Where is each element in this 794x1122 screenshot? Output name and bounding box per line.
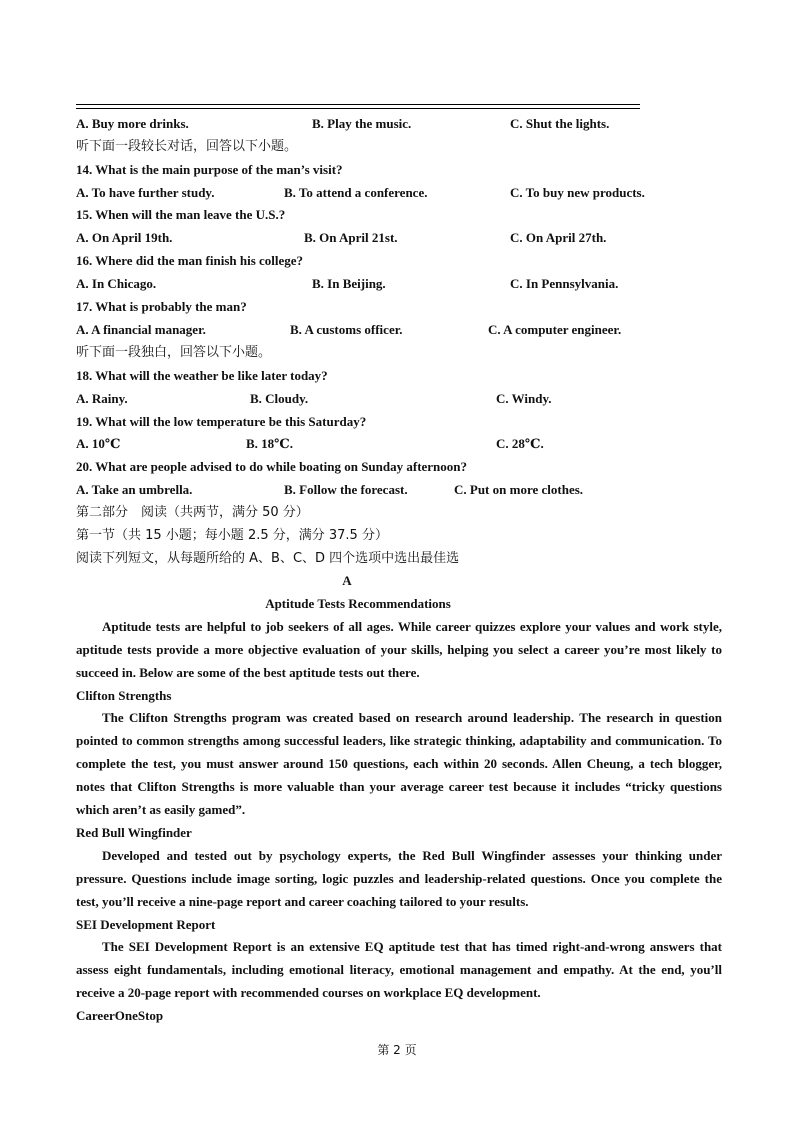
q19-option-b: B. 18℃. [246, 436, 293, 451]
q18-question: 18. What will the weather be like later today? [76, 368, 328, 383]
q15-option-c: C. On April 27th. [510, 230, 607, 245]
section-heading-sei: SEI Development Report [76, 917, 216, 932]
q19-option-c: C. 28℃. [496, 436, 544, 451]
q20-question: 20. What are people advised to do while boating on Sunday afternoon? [76, 459, 468, 474]
q17-question: 17. What is probably the man? [76, 299, 247, 314]
page-number: 第 2 页 [377, 1043, 417, 1057]
clifton-paragraph: The Clifton Strengths program was created based on research around leadership. The research in question pointed to common strengths among successful leaders, like strategic thinking, adaptability and communication. To complete the test, you must answer around 150 questions, each within 20 seconds. Allen Cheung, a tech blogger, notes that Clifton Strengths is more valuable than your average career test because it includes “tricky questions which aren’t as easily gamed”. [76, 710, 722, 817]
q20-option-b: B. Follow the forecast. [284, 482, 408, 497]
part2-title: 第二部分 阅读（共两节，满分 50 分） [76, 505, 309, 520]
q15-option-a: A. On April 19th. [76, 230, 173, 245]
q16-option-b: B. In Beijing. [312, 276, 386, 291]
wingfinder-paragraph: Developed and tested out by psychology experts, the Red Bull Wingfinder assesses your thinking under pressure. Questions include image sorting, logic puzzles and leadership-related questions. Once you complete the test, you’ll receive a nine-page report and career coaching tailored to your results. [76, 848, 722, 909]
sei-body [76, 935, 722, 1004]
q14-option-c: C. To buy new products. [510, 185, 645, 200]
q20-option-a: A. Take an umbrella. [76, 482, 193, 497]
q17-option-c: C. A computer engineer. [488, 322, 622, 337]
reading-instruction: 阅读下列短文，从每题所给的 A、B、C、D 四个选项中选出最佳选 [76, 551, 460, 566]
q14-question: 14. What is the main purpose of the man’s visit? [76, 162, 343, 177]
q13-option-c: C. Shut the lights. [510, 116, 610, 131]
q17-option-b: B. A customs officer. [290, 322, 403, 337]
section-heading-wingfinder: Red Bull Wingfinder [76, 825, 192, 840]
q13-option-b: B. Play the music. [312, 116, 412, 131]
q14-option-a: A. To have further study. [76, 185, 215, 200]
q19-option-a: A. 10℃ [76, 436, 121, 451]
intro-paragraph: Aptitude tests are helpful to job seekers of all ages. While career quizzes explore your values and work style, aptitude tests provide a more objective evaluation of your skills, helping you select a career you’re most likely to succeed in. Below are some of the best aptitude tests out there. [76, 619, 722, 680]
header-rule-top [76, 104, 640, 105]
q18-option-a: A. Rainy. [76, 391, 128, 406]
monologue-instruction: 听下面一段独白，回答以下小题。 [76, 345, 272, 360]
section1-title: 第一节（共 15 小题；每小题 2.5 分，满分 37.5 分） [76, 528, 388, 543]
section-heading-clifton: Clifton Strengths [76, 688, 172, 703]
passage-label: A [342, 573, 352, 588]
wingfinder-body [76, 844, 722, 913]
q16-option-c: C. In Pennsylvania. [510, 276, 619, 291]
q18-option-c: C. Windy. [496, 391, 552, 406]
header-rule-bottom [76, 108, 640, 109]
q15-option-b: B. On April 21st. [304, 230, 398, 245]
passage-title: Aptitude Tests Recommendations [265, 596, 451, 611]
q20-option-c: C. Put on more clothes. [454, 482, 584, 497]
q18-option-b: B. Cloudy. [250, 391, 309, 406]
q16-option-a: A. In Chicago. [76, 276, 157, 291]
long-dialogue-instruction: 听下面一段较长对话，回答以下小题。 [76, 139, 298, 154]
sei-paragraph: The SEI Development Report is an extensive EQ aptitude test that has timed right-and-wrong answers that assess eight fundamentals, including emotional literacy, emotional management and empathy. At the end, you’ll receive a 20-page report with recommended courses on workplace EQ development. [76, 939, 722, 1000]
clifton-body [76, 706, 722, 821]
q15-question: 15. When will the man leave the U.S.? [76, 207, 286, 222]
q17-option-a: A. A financial manager. [76, 322, 206, 337]
q13-option-a: A. Buy more drinks. [76, 116, 189, 131]
q19-question: 19. What will the low temperature be this Saturday? [76, 414, 367, 429]
q16-question: 16. Where did the man finish his college? [76, 253, 304, 268]
passage-intro [76, 615, 722, 684]
section-heading-careeronestop: CareerOneStop [76, 1008, 164, 1023]
q14-option-b: B. To attend a conference. [284, 185, 428, 200]
